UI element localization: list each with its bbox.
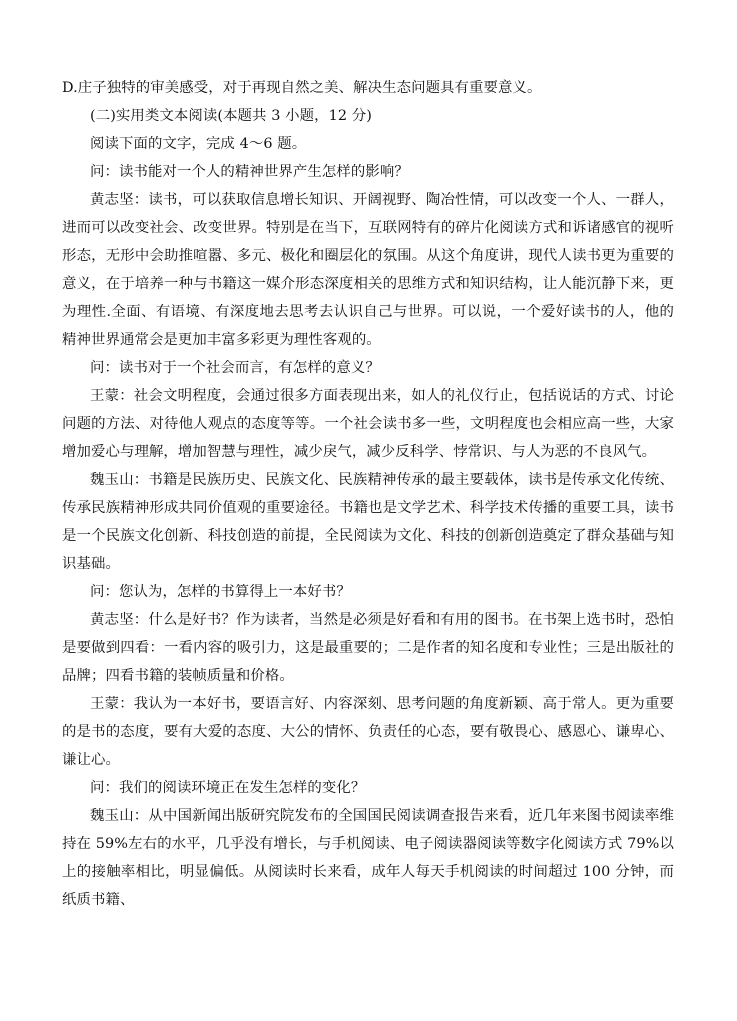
question-4: 问：我们的阅读环境正在发生怎样的变化？ bbox=[90, 780, 366, 796]
answer-wang-2: 王蒙：我认为一本好书，要语言好、内容深刻、思考问题的角度新颖、高于常人。更为重要的是书的态度，要有大爱的态度、大公的情怀、负责任的心态，要有敬畏心、感恩心、谦卑心、谦让心。 bbox=[62, 696, 674, 768]
question-2: 问：读书对于一个社会而言，有怎样的意义？ bbox=[90, 360, 380, 376]
question-1: 问：读书能对一个人的精神世界产生怎样的影响？ bbox=[90, 164, 409, 180]
option-d-text: D.庄子独特的审美感受，对于再现自然之美、解决生态问题具有重要意义。 bbox=[62, 80, 542, 96]
instruction-text: 阅读下面的文字，完成 4～6 题。 bbox=[90, 136, 307, 152]
answer-wei-2: 魏玉山：从中国新闻出版研究院发布的全国国民阅读调查报告来看，近几年来图书阅读率维持在 59%左右的水平，几乎没有增长，与手机阅读、电子阅读器阅读等数字化阅读方式 79%以上的接触率相比，明显偏低。从阅读时长来看，成年人每天手机阅读的时间超过 100 分钟，而纸质书籍、 bbox=[62, 808, 674, 908]
answer-huang-2: 黄志坚：什么是好书？作为读者，当然是必须是好看和有用的图书。在书架上选书时，恐怕是要做到四看：一看内容的吸引力，这是最重要的；二是作者的知名度和专业性；三是出版社的品牌；四看书籍的装帧质量和价格。 bbox=[62, 612, 674, 684]
document-page bbox=[62, 74, 674, 914]
question-3: 问：您认为，怎样的书算得上一本好书？ bbox=[90, 584, 351, 600]
answer-huang-1: 黄志坚：读书，可以获取信息增长知识、开阔视野、陶冶性情，可以改变一个人、一群人，进而可以改变社会、改变世界。特别是在当下，互联网特有的碎片化阅读方式和诉诸感官的视听形态，无形中会助推喧嚣、多元、极化和圈层化的氛围。从这个角度讲，现代人读书更为重要的意义，在于培养一种与书籍这一媒介形态深度相关的思维方式和知识结构，让人能沉静下来，更为理性.全面、有语境、有深度地去思考去认识自己与世界。可以说，一个爱好读书的人，他的精神世界通常会是更加丰富多彩更为理性客观的。 bbox=[62, 192, 674, 348]
section-heading: (二)实用类文本阅读(本题共 3 小题，12 分) bbox=[90, 108, 373, 124]
answer-wei-1: 魏玉山：书籍是民族历史、民族文化、民族精神传承的最主要载体，读书是传承文化传统、传承民族精神形成共同价值观的重要途径。书籍也是文学艺术、科学技术传播的重要工具，读书是一个民族文化创新、科技创造的前提，全民阅读为文化、科技的创新创造奠定了群众基础与知识基础。 bbox=[62, 472, 674, 572]
answer-wang-1: 王蒙：社会文明程度，会通过很多方面表现出来，如人的礼仪行止，包括说话的方式、讨论问题的方法、对待他人观点的态度等等。一个社会读书多一些，文明程度也会相应高一些，大家增加爱心与理解，增加智慧与理性，减少戾气，减少反科学、悖常识、与人为恶的不良风气。 bbox=[62, 388, 674, 460]
